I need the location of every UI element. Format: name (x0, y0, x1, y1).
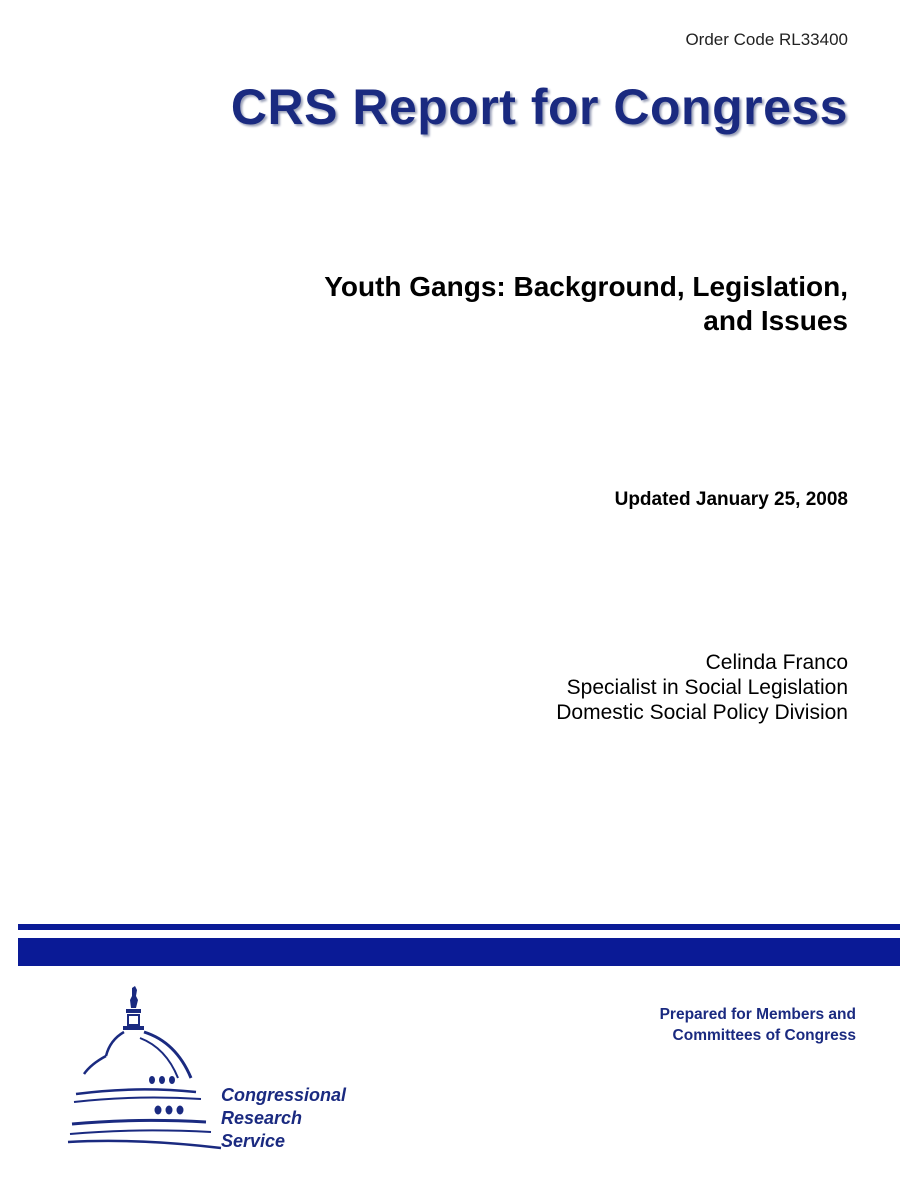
crs-logo-text (221, 1084, 346, 1153)
title-line-2: and Issues (703, 305, 848, 336)
updated-date: Updated January 25, 2008 (614, 489, 848, 510)
author-division: Domestic Social Policy Division (556, 701, 848, 724)
crs-logo (66, 982, 366, 1162)
report-title (228, 270, 848, 338)
divider-thick (18, 938, 900, 966)
author-block (556, 650, 848, 725)
prepared-line-1: Prepared for Members and (659, 1006, 856, 1023)
order-code: Order Code RL33400 (685, 30, 848, 49)
logo-line-1: Congressional (221, 1085, 347, 1105)
report-banner: CRS Report for Congress (230, 79, 848, 135)
logo-line-2: Research (221, 1108, 303, 1128)
prepared-line-2: Committees of Congress (672, 1027, 856, 1044)
logo-line-3: Service (221, 1131, 286, 1151)
author-position: Specialist in Social Legislation (566, 676, 848, 699)
author-name: Celinda Franco (705, 651, 848, 674)
title-line-1: Youth Gangs: Background, Legislation, (324, 271, 848, 302)
capitol-dome-icon (66, 982, 226, 1162)
prepared-for (660, 1004, 856, 1046)
divider-thin (18, 924, 900, 930)
